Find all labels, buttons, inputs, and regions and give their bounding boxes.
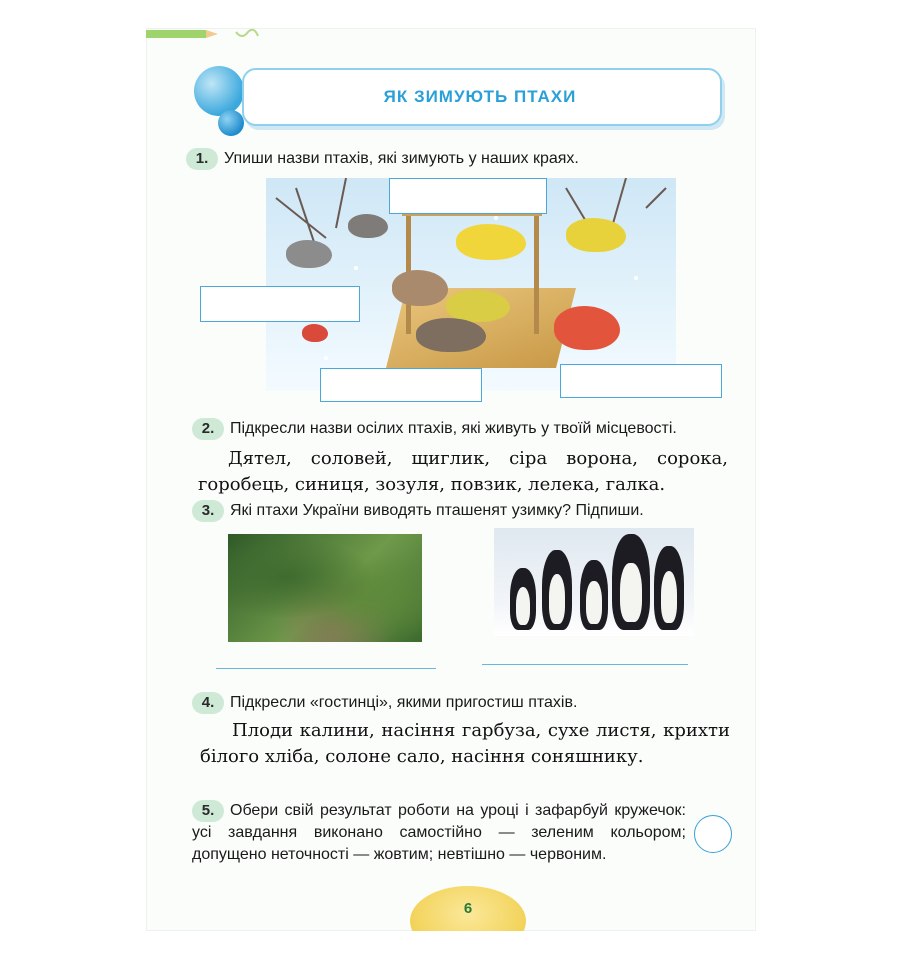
page-number: 6 <box>463 900 473 917</box>
bird-name-field[interactable] <box>200 286 360 322</box>
sparrow-bird <box>286 240 332 268</box>
task-number: 3. <box>192 500 224 522</box>
task-text: Підкресли назви осілих птахів, які живуть у твоїй місцевості. <box>230 420 677 437</box>
task-text: Підкресли «гостинці», якими пригостиш птахів. <box>230 694 578 711</box>
penguin <box>510 568 536 630</box>
task-3 <box>192 500 732 522</box>
title-decor-dot <box>218 110 244 136</box>
task-2 <box>192 418 732 440</box>
bullfinch-bird <box>302 324 328 342</box>
task-number: 2. <box>192 418 224 440</box>
tit-bird <box>446 290 510 322</box>
task-number: 5. <box>192 800 224 822</box>
task-text: Обери свій результат роботи на уроці і зафарбуй кружечок: усі завдання виконано самостійно — зеленим кольором; допущено неточності — жовтим; невтішно — червоним. <box>192 802 686 863</box>
result-circle[interactable] <box>694 815 732 853</box>
page-title: ЯК ЗИМУЮТЬ ПТАХИ <box>383 87 577 106</box>
task-4-word-list: Плоди калини, насіння гарбуза, сухе листя, крихти білого хліба, солоне сало, насіння соняшнику. <box>200 720 730 767</box>
penguin <box>612 534 650 630</box>
answer-line[interactable] <box>216 668 436 669</box>
workbook-page <box>146 28 756 931</box>
great-tit-bird <box>456 224 526 260</box>
waxwing-bird <box>392 270 448 306</box>
feeder-post <box>534 214 539 334</box>
task-number: 4. <box>192 692 224 714</box>
answer-line[interactable] <box>482 664 688 665</box>
bird-name-field[interactable] <box>389 178 547 214</box>
penguin <box>654 546 684 630</box>
task-1 <box>186 148 726 170</box>
bird-name-field[interactable] <box>560 364 722 398</box>
task-4 <box>192 692 732 714</box>
penguins-photo <box>494 528 694 636</box>
bullfinch-bird <box>554 306 620 350</box>
penguin <box>542 550 572 630</box>
title-decor-circle <box>194 66 244 116</box>
task-2-word-list: Дятел, соловей, щиглик, сіра ворона, сорока, горобець, синиця, зозуля, повзик, лелека, галка. <box>198 448 728 495</box>
sparrow-bird <box>416 318 486 352</box>
great-tit-bird <box>566 218 626 252</box>
bird-name-field[interactable] <box>320 368 482 402</box>
sparrow-bird <box>348 214 388 238</box>
pencil-decoration <box>146 28 296 42</box>
task-number: 1. <box>186 148 218 170</box>
task-text: Які птахи України виводять пташенят узимку? Підпиши. <box>230 502 644 519</box>
crossbill-nest-photo <box>228 534 422 642</box>
task-5 <box>192 800 686 866</box>
penguin <box>580 560 608 630</box>
task-text: Упиши назви птахів, які зимують у наших краях. <box>224 150 579 167</box>
